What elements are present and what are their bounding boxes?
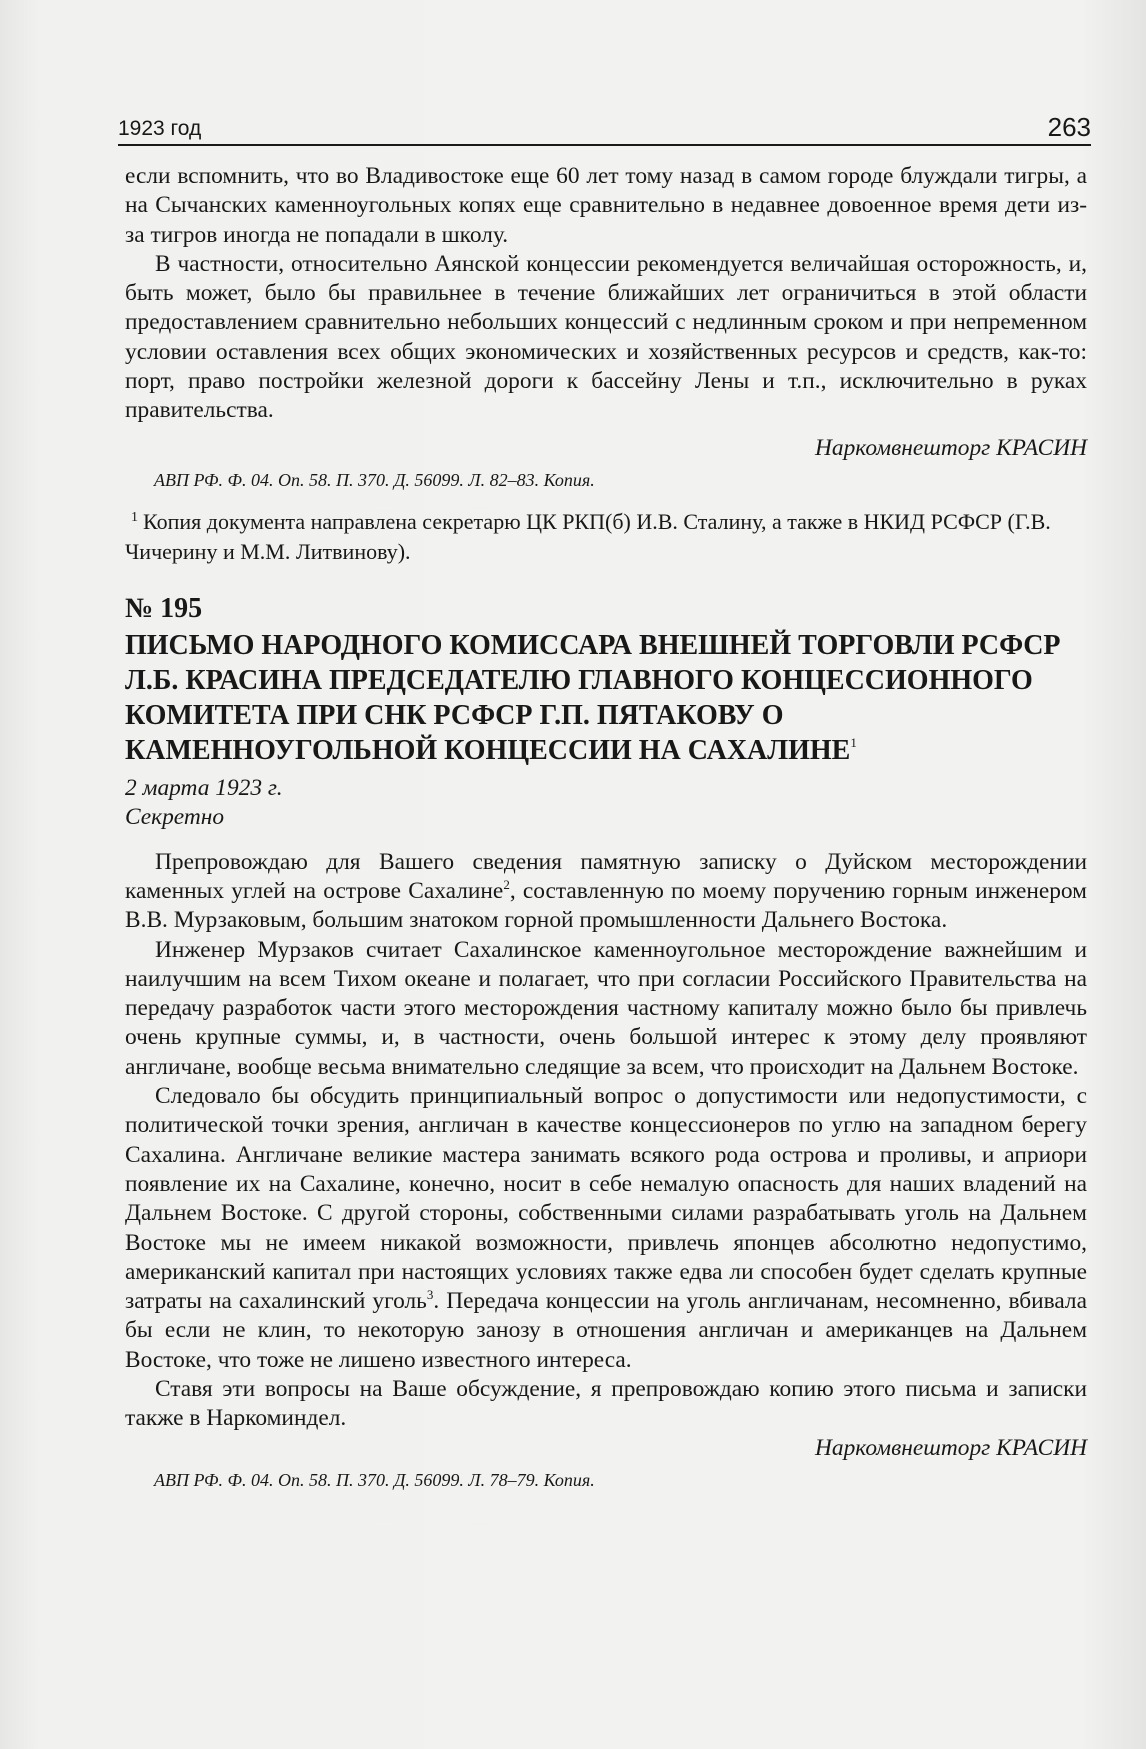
prev-doc-paragraph: если вспомнить, что во Владивостоке еще 60 лет тому назад в самом городе блуждали тигры, а на Сычанских каменноугольных копях еще сравнительно в недавнее довоенное время дети из-за тигров иногда не попадали в школу. (125, 163, 1087, 248)
page-number: 263 (1047, 112, 1091, 142)
document-title (125, 628, 1087, 768)
footnote-marker: 1 (131, 509, 138, 525)
prev-doc-paragraph: В частности, относительно Аянской концессии рекомендуется величайшая осторожность, и, быть может, было бы правильнее в течение ближайших лет ограничиться в этой области предоставлением сравнительно небольших концессий с недлинным сроком и при непременном условии оставления всех общих экономических и хозяйственных ресурсов и средств, как-то: порт, право постройки железной дороги к бассейну Лены и т.п., исключительно в руках правительства. (125, 250, 1087, 424)
letter-archive-reference: АВП РФ. Ф. 04. Оп. 58. П. 370. Д. 56099. Л. 78–79. Копия. (154, 1469, 595, 1490)
secrecy-mark: Секретно (125, 803, 225, 830)
prev-doc-signature: Наркомвнешторг КРАСИН (815, 434, 1087, 461)
prev-doc-archive-reference: АВП РФ. Ф. 04. Оп. 58. П. 370. Д. 56099. Л. 82–83. Копия. (154, 469, 595, 490)
footnote-marker: 2 (503, 876, 510, 892)
paragraph-text: , составленную по моему поручению горным инженером В.В. Мурзаковым, большим знатоком горной промышленности Дальнего Востока. (125, 877, 1087, 934)
paragraph-text: Следовало бы обсудить принципиальный вопрос о допустимости или недопустимости, с политической точки зрения, англичан в качестве концессионеров по углю на западном берегу Сахалина. Англичане великие мастера занимать всякого рода острова и проливы, и априори появление их на Сахалине, конечно, носит в себе немалую опасность для наших владений на Дальнем Востоке. С другой стороны, собственными силами разрабатывать уголь на Дальнем Востоке мы не имеем никакой возможности, привлечь японцев абсолютно недопустимо, американский капитал при настоящих условиях также едва ли способен будет сделать крупные затраты на сахалинский уголь (125, 1083, 1087, 1315)
footnote-text: Копия документа направлена секретарю ЦК РКП(б) И.В. Сталину, а также в НКИД РСФСР (Г.В. Чичерину и М.М. Литвинову). (125, 508, 1051, 564)
document-title-text: ПИСЬМО НАРОДНОГО КОМИССАРА ВНЕШНЕЙ ТОРГОВЛИ РСФСР Л.Б. КРАСИНА ПРЕДСЕДАТЕЛЮ ГЛАВНОГО КОНЦЕССИОННОГО КОМИТЕТА ПРИ СНК РСФСР Г.П. ПЯТАКОВУ О КАМЕННОУГОЛЬНОЙ КОНЦЕССИИ НА САХАЛИНЕ (125, 629, 1061, 766)
paragraph-text: . Передача концессии на уголь англичанам, несомненно, вбивала бы если не клин, то некоторую занозу в отношения англичан и американцев на Дальнем Востоке, что тоже не лишено известного интереса. (125, 1288, 1087, 1373)
footnote-marker: 3 (426, 1287, 434, 1303)
paragraph-text: Препровождаю для Вашего сведения памятную записку о Дуйском месторождении каменных углей на острове Сахалине (125, 848, 1087, 904)
letter-paragraph (125, 848, 1087, 936)
footnote (125, 507, 1087, 567)
page-header (118, 112, 1091, 146)
letter-paragraph: Инженер Мурзаков считает Сахалинское каменноугольное месторождение важнейшим и наилучшим на всем Тихом океане и полагает, что при согласии Российского Правительства на передачу разработок части этого месторождения частному капиталу можно было бы привлечь очень крупные суммы, и, в частности, очень большой интерес к этому делу проявляют англичане, вообще весьма внимательно следящие за всем, что происходит на Дальнем Востоке. (125, 936, 1087, 1080)
document-date: 2 марта 1923 г. (125, 774, 283, 801)
running-title: 1923 год (118, 117, 202, 140)
document-number: № 195 (125, 592, 203, 624)
letter-paragraph (125, 1082, 1087, 1375)
letter-signature: Наркомвнешторг КРАСИН (815, 1434, 1087, 1461)
page-body (125, 162, 1087, 1493)
footnote-marker: 1 (850, 734, 857, 750)
letter-paragraph: Ставя эти вопросы на Ваше обсуждение, я препровождаю копию этого письма и записки также в Наркоминдел. (125, 1376, 1087, 1432)
